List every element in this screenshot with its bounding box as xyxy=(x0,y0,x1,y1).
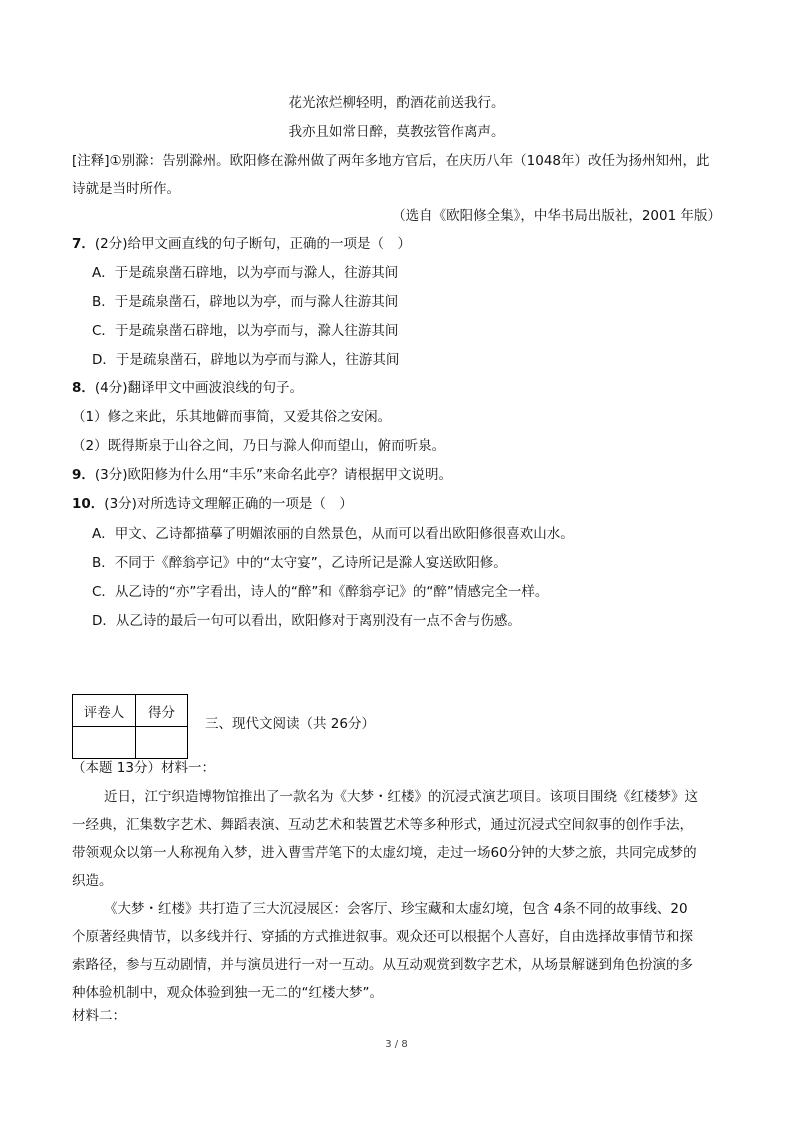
question-8-item-2: （2）既得斯泉于山谷之间，乃日与滁人仰而望山，俯而听泉。 xyxy=(72,438,446,454)
score-label-cell: 得分 xyxy=(136,695,188,727)
question-10-option-c xyxy=(92,586,548,600)
option-text: 甲文、乙诗都描摹了明媚浓丽的自然景色，从而可以看出欧阳修很喜欢山水。 xyxy=(114,526,574,542)
option-label: B． xyxy=(92,555,115,571)
question-number: 10． xyxy=(72,496,105,512)
question-10 xyxy=(72,498,353,512)
option-text: 从乙诗的最后一句可以看出，欧阳修对于离别没有一点不舍与伤感。 xyxy=(115,613,521,629)
question-7-option-b xyxy=(92,296,398,310)
question-stem: (3分)对所选诗文理解正确的一项是（ ） xyxy=(104,496,353,512)
paragraph-1-line-1: 近日，江宁织造博物馆推出了一款名为《大梦・红楼》的沉浸式演艺项目。该项目围绕《红楼梦》这 xyxy=(104,789,698,805)
question-7-option-c xyxy=(92,325,398,339)
option-label: C． xyxy=(92,584,115,600)
question-10-option-a xyxy=(92,528,574,542)
question-8-item-1: （1）修之来此，乐其地僻而事简，又爱其俗之安闲。 xyxy=(72,409,392,425)
option-label: A． xyxy=(92,526,115,542)
option-label: C． xyxy=(92,323,115,339)
option-text: 于是疏泉凿石，辟地以为亭而与滁人，往游其间 xyxy=(115,352,400,368)
question-7 xyxy=(72,238,411,252)
paragraph-1-line-2: 一经典，汇集数字艺术、舞蹈表演、互动艺术和装置艺术等多种形式，通过沉浸式空间叙事的创作手法， xyxy=(72,817,693,833)
question-7-option-a xyxy=(92,267,398,281)
grader-entry-cell[interactable] xyxy=(73,727,136,759)
section-title: 三、现代文阅读（共 26分） xyxy=(205,716,375,732)
paragraph-2-line-3: 索路径，参与互动剧情，并与演员进行一对一互动。从互动观赏到数字艺术，从场景解谜到角色扮演的多 xyxy=(72,957,693,973)
poem-line-3: 花光浓烂柳轻明，酌酒花前送我行。 xyxy=(288,95,505,111)
option-label: D． xyxy=(92,613,116,629)
note-source: （选自《欧阳修全集》，中华书局出版社，2001 年版） xyxy=(392,208,721,224)
score-entry-cell[interactable] xyxy=(136,727,188,759)
option-text: 不同于《醉翁亭记》中的“太守宴”，乙诗所记是滁人宴送欧阳修。 xyxy=(114,555,507,571)
option-text: 于是疏泉凿石，辟地以为亭，而与滁人往游其间 xyxy=(114,294,399,310)
score-table xyxy=(72,694,188,759)
page-number: 3 / 8 xyxy=(385,1039,408,1050)
note-line-2: 诗就是当时所作。 xyxy=(72,181,180,197)
option-label: B． xyxy=(92,294,115,310)
question-9 xyxy=(72,469,452,483)
option-label: A． xyxy=(92,265,115,281)
option-text: 于是疏泉凿石辟地，以为亭而与，滁人往游其间 xyxy=(114,323,399,339)
paragraph-2-line-4: 种体验机制中，观众体验到独一无二的“红楼大梦”。 xyxy=(72,985,383,1001)
paragraph-2-line-2: 个原著经典情节，以多线并行、穿插的方式推进叙事。观众还可以根据个人喜好，自由选择故事情节和探 xyxy=(72,929,693,945)
paragraph-2-line-1: 《大梦・红楼》共打造了三大沉浸展区：会客厅、珍宝藏和太虚幻境，包含 4条不同的故事线、20 xyxy=(104,901,688,917)
question-stem: (2分)给甲文画直线的句子断句，正确的一项是（ ） xyxy=(94,236,412,252)
question-8 xyxy=(72,382,303,396)
section-intro: （本题 13分）材料一： xyxy=(72,760,215,776)
question-stem: (4分)翻译甲文中画波浪线的句子。 xyxy=(94,380,304,396)
paragraph-1-line-3: 带领观众以第一人称视角入梦，进入曹雪芹笔下的太虚幻境，走过一场60分钟的大梦之旅，共同完成梦的 xyxy=(72,845,697,861)
question-number: 9． xyxy=(72,467,95,483)
question-number: 8． xyxy=(72,380,95,396)
option-text: 于是疏泉凿石辟地，以为亭而与滁人，往游其间 xyxy=(114,265,399,281)
question-7-option-d xyxy=(92,354,399,368)
paragraph-1-line-4: 织造。 xyxy=(72,873,113,889)
option-label: D． xyxy=(92,352,116,368)
grader-label-cell: 评卷人 xyxy=(73,695,136,727)
option-text: 从乙诗的“亦”字看出，诗人的“醉”和《醉翁亭记》的“醉”情感完全一样。 xyxy=(114,584,549,600)
poem-line-4: 我亦且如常日醉，莫教弦管作离声。 xyxy=(288,124,505,140)
question-number: 7． xyxy=(72,236,95,252)
question-10-option-d xyxy=(92,615,521,629)
question-stem: (3分)欧阳修为什么用“丰乐”来命名此亭？请根据甲文说明。 xyxy=(94,467,453,483)
question-10-option-b xyxy=(92,557,507,571)
material-2-label: 材料二： xyxy=(72,1008,126,1024)
note-line-1: [注释]①别滁：告别滁州。欧阳修在滁州做了两年多地方官后，在庆历八年（1048年）改任为扬州知州，此 xyxy=(72,153,710,169)
